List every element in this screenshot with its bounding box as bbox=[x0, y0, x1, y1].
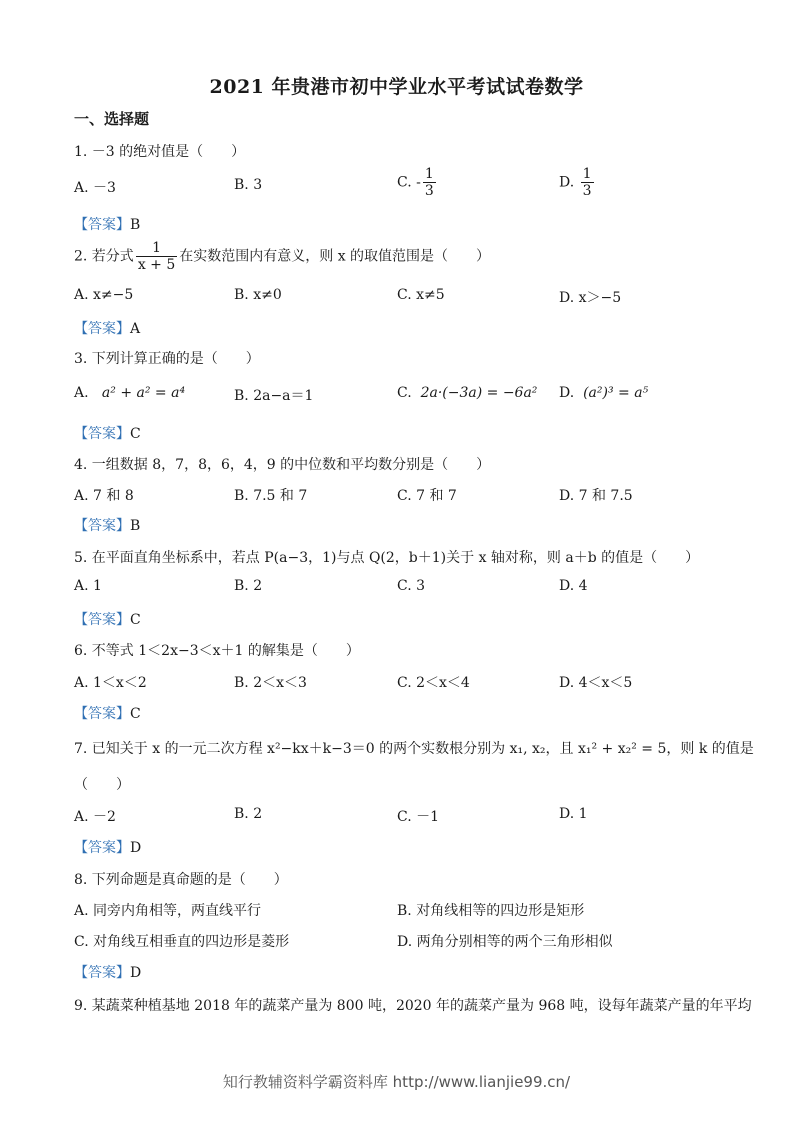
q7-option-b: B. 2 bbox=[234, 806, 263, 822]
fraction-denominator: 3 bbox=[424, 183, 434, 200]
q1-option-a: A. －3 bbox=[74, 180, 116, 196]
q3-option-b: B. 2a−a＝1 bbox=[234, 388, 314, 404]
q1-answer bbox=[74, 214, 140, 234]
q8-answer bbox=[74, 962, 141, 982]
question-2 bbox=[74, 240, 490, 273]
q3-option-a bbox=[74, 385, 185, 401]
q2-answer bbox=[74, 318, 140, 338]
fraction-numerator: 1 bbox=[152, 240, 161, 256]
option-label: C. bbox=[397, 385, 412, 401]
answer-tag: 【答案】 bbox=[74, 321, 130, 337]
q1-option-d bbox=[559, 166, 596, 199]
answer-value: B bbox=[130, 217, 141, 233]
question-1: 1. －3 的绝对值是（ ） bbox=[74, 144, 246, 160]
q8-option-c: C. 对角线互相垂直的四边形是菱形 bbox=[74, 934, 290, 950]
q5-option-c: C. 3 bbox=[397, 578, 426, 594]
q5-option-a: A. 1 bbox=[74, 578, 102, 594]
q6-option-d: D. 4＜x＜5 bbox=[559, 675, 633, 691]
fraction bbox=[581, 166, 594, 199]
answer-tag: 【答案】 bbox=[74, 706, 130, 722]
option-formula: 2a·(−3a) = −6a² bbox=[420, 385, 538, 401]
q1-option-d-prefix: D. bbox=[559, 174, 579, 191]
q2-stem-pre: 2. 若分式 bbox=[74, 248, 134, 265]
q4-option-c: C. 7 和 7 bbox=[397, 488, 457, 504]
answer-tag: 【答案】 bbox=[74, 518, 130, 534]
page-title: 2021 年贵港市初中学业水平考试试卷数学 bbox=[209, 76, 584, 98]
question-6: 6. 不等式 1＜2x−3＜x＋1 的解集是（ ） bbox=[74, 643, 360, 659]
answer-tag: 【答案】 bbox=[74, 217, 130, 233]
q8-option-a: A. 同旁内角相等，两直线平行 bbox=[74, 903, 262, 919]
answer-value: C bbox=[130, 426, 141, 442]
q3-answer bbox=[74, 423, 141, 443]
q8-option-b: B. 对角线相等的四边形是矩形 bbox=[397, 903, 585, 919]
q1-option-b: B. 3 bbox=[234, 177, 263, 193]
q2-option-b: B. x≠0 bbox=[234, 287, 282, 303]
answer-tag: 【答案】 bbox=[74, 840, 130, 856]
question-5: 5. 在平面直角坐标系中，若点 P(a−3，1)与点 Q(2，b＋1)关于 x 轴对称，则 a＋b 的值是（ ） bbox=[74, 550, 700, 566]
question-8: 8. 下列命题是真命题的是（ ） bbox=[74, 872, 288, 888]
q6-option-a: A. 1＜x＜2 bbox=[74, 675, 147, 691]
q3-option-d bbox=[559, 385, 648, 401]
q2-option-c: C. x≠5 bbox=[397, 287, 445, 303]
q6-option-c: C. 2＜x＜4 bbox=[397, 675, 470, 691]
fraction-denominator: 3 bbox=[582, 183, 592, 200]
answer-value: C bbox=[130, 706, 141, 722]
q2-stem-post: 在实数范围内有意义，则 x 的取值范围是（ ） bbox=[179, 248, 491, 265]
question-3: 3. 下列计算正确的是（ ） bbox=[74, 351, 260, 367]
answer-value: A bbox=[130, 321, 141, 337]
q7-option-c: C. －1 bbox=[397, 809, 440, 825]
question-4: 4. 一组数据 8，7，8，6，4，9 的中位数和平均数分别是（ ） bbox=[74, 457, 491, 473]
q7-option-d: D. 1 bbox=[559, 806, 588, 822]
q4-option-a: A. 7 和 8 bbox=[74, 488, 134, 504]
answer-value: D bbox=[130, 965, 142, 981]
q1-option-c bbox=[397, 166, 438, 199]
option-formula: (a²)³ = a⁵ bbox=[583, 385, 649, 401]
q6-answer bbox=[74, 703, 141, 723]
question-7-continued: （ ） bbox=[74, 777, 130, 793]
q3-option-c bbox=[397, 385, 537, 401]
fraction bbox=[136, 240, 177, 273]
q5-option-b: B. 2 bbox=[234, 578, 263, 594]
q4-answer bbox=[74, 515, 140, 535]
option-label: D. bbox=[559, 385, 575, 401]
answer-value: C bbox=[130, 612, 141, 628]
option-formula: a² + a² = a⁴ bbox=[101, 385, 186, 401]
answer-tag: 【答案】 bbox=[74, 612, 130, 628]
q4-option-d: D. 7 和 7.5 bbox=[559, 488, 633, 504]
q7-answer bbox=[74, 837, 141, 857]
q1-option-c-prefix: C. - bbox=[397, 174, 421, 191]
section-heading: 一、选择题 bbox=[74, 110, 150, 128]
q8-option-d: D. 两角分别相等的两个三角形相似 bbox=[397, 934, 613, 950]
q2-option-d: D. x＞−5 bbox=[559, 290, 622, 306]
fraction-numerator: 1 bbox=[582, 166, 592, 182]
fraction-denominator: x + 5 bbox=[137, 257, 176, 274]
q6-option-b: B. 2＜x＜3 bbox=[234, 675, 307, 691]
fraction bbox=[423, 166, 436, 199]
footer-watermark: 知行教辅资料学霸资料库 http://www.lianjie99.cn/ bbox=[222, 1073, 571, 1091]
answer-value: B bbox=[130, 518, 141, 534]
q7-option-a: A. －2 bbox=[74, 809, 116, 825]
option-label: A. bbox=[74, 385, 89, 401]
q5-answer bbox=[74, 609, 141, 629]
q4-option-b: B. 7.5 和 7 bbox=[234, 488, 308, 504]
fraction-numerator: 1 bbox=[424, 166, 434, 182]
q5-option-d: D. 4 bbox=[559, 578, 588, 594]
question-9: 9. 某蔬菜种植基地 2018 年的蔬菜产量为 800 吨，2020 年的蔬菜产量为 968 吨，设每年蔬菜产量的年平均 bbox=[74, 998, 752, 1014]
q2-option-a: A. x≠−5 bbox=[74, 287, 134, 303]
answer-value: D bbox=[130, 840, 142, 856]
question-7: 7. 已知关于 x 的一元二次方程 x²−kx＋k−3＝0 的两个实数根分别为 x₁, x₂，且 x₁² + x₂² = 5，则 k 的值是 bbox=[74, 741, 754, 757]
answer-tag: 【答案】 bbox=[74, 426, 130, 442]
answer-tag: 【答案】 bbox=[74, 965, 130, 981]
